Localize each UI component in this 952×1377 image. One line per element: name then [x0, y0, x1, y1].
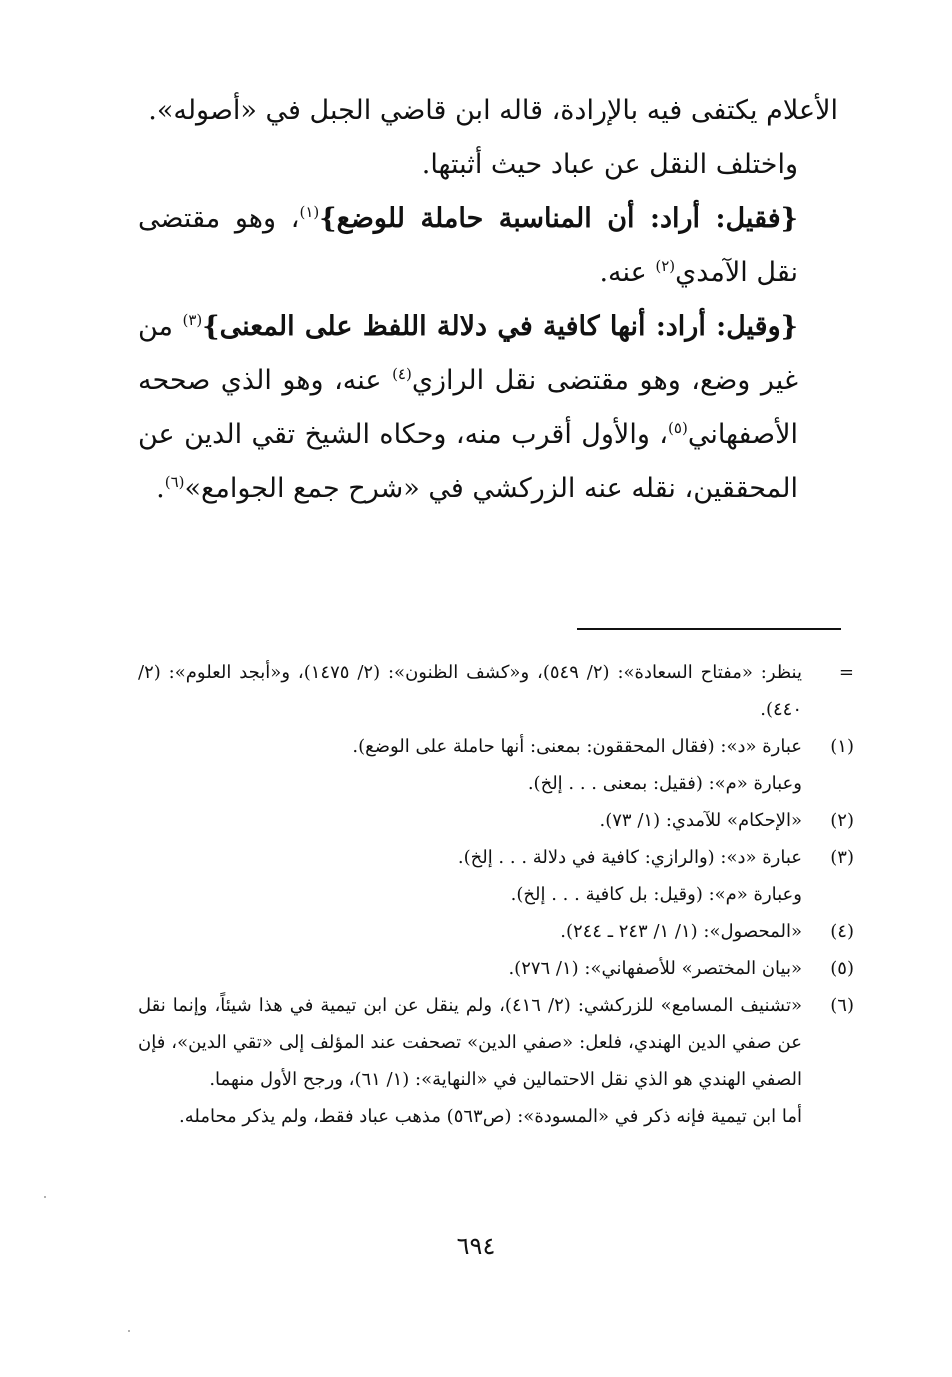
- paragraph-text: ، والأول أقرب منه، وحكاه الشيخ تقي الدين عن المحققين، نقله عنه الزركشي في «شرح جمع الجوامع»: [138, 419, 798, 504]
- page-number: ٦٩٤: [456, 1232, 496, 1260]
- footnote-text: «بيان المختصر» للأصفهاني»: (١/ ٢٧٦).: [508, 958, 802, 979]
- footnote-ref-1: (١): [299, 203, 320, 221]
- footnote-text: ينظر: «مفتاح السعادة»: (٢/ ٥٤٩)، و«كشف الظنون»: (٢/ ١٤٧٥)، و«أبجد العلوم»: (٢/ ٤٤٠).: [138, 662, 802, 720]
- footnote-text: «المحصول»: (١/ ١/ ٢٤٣ ـ ٢٤٤).: [560, 921, 802, 942]
- text-line-1: الأعلام يكتفى فيه بالإرادة، قاله ابن قاضي الجبل في «أصوله».: [148, 95, 838, 126]
- scan-speck: [44, 1196, 46, 1198]
- footnote-continuation: أما ابن تيمية فإنه ذكر في «المسودة»: (ص٥٦٣) مذهب عباد فقط، ولم يذكر محامله.: [178, 1106, 802, 1127]
- paragraph-waqil: [138, 300, 838, 516]
- footnote-ref-5: (٥): [668, 419, 688, 437]
- footnote-text: «الإحكام» للآمدي: (١/ ٧٣).: [599, 810, 802, 831]
- footnote-ref-4: (٤): [392, 365, 412, 383]
- footnote-4: [138, 913, 854, 950]
- footnote-continuation: وعبارة «م»: (وقيل: بل كافية . . . إلخ).: [510, 884, 802, 905]
- footnote-ref-2: (٢): [655, 257, 676, 275]
- text-line-2: واختلف النقل عن عباد حيث أثبتها.: [421, 149, 798, 180]
- footnote-number: (٤): [830, 921, 854, 942]
- footnote-1: [138, 728, 854, 802]
- paragraph-text: ، وهو مقتضى نقل الآمدي: [138, 203, 798, 288]
- footnote-number: (٢): [830, 810, 854, 831]
- paragraph-text: من غير وضع، وهو مقتضى نقل الرازي: [138, 311, 798, 396]
- footnote-continuation: وعبارة «م»: (فقيل: بمعنى . . . إلخ).: [527, 773, 802, 794]
- footnote-continued: [138, 654, 854, 728]
- footnote-5: [138, 950, 854, 987]
- footnotes: [138, 654, 854, 1135]
- footnote-6: [138, 987, 854, 1135]
- footnote-2: [138, 802, 854, 839]
- paragraph-faqil: [138, 192, 838, 300]
- footnote-text: عبارة «د»: (فقال المحققون: بمعنى: أنها حاملة على الوضع).: [352, 736, 802, 757]
- footnote-number: (٣): [830, 847, 854, 868]
- main-text: [138, 84, 838, 516]
- footnote-number: (٥): [830, 958, 854, 979]
- footnote-text: «تشنيف المسامع» للزركشي: (٢/ ٤١٦)، ولم ينقل عن ابن تيمية في هذا شيئاً، وإنما نقل عن صفي الدين الهندي، فلعل: «صفي الدين» تصحفت عند المؤلف إلى «تقي الدين»، فإن الصفي الهندي هو الذي نقل الاحتمالين في «النهاية»: (١/ ٦١)، ورجح الأول منهما.: [138, 995, 802, 1090]
- footnote-3: [138, 839, 854, 913]
- bold-quote: {وقيل: أراد: أنها كافية في دلالة اللفظ على المعنى}: [202, 311, 798, 342]
- paragraph-text: .: [156, 473, 165, 504]
- footnote-ref-6: (٦): [164, 473, 185, 491]
- footnote-ref-3: (٣): [182, 311, 203, 329]
- paragraph-text: عنه.: [599, 257, 656, 288]
- bold-quote: {فقيل: أراد: أن المناسبة حاملة للوضع}: [319, 203, 798, 234]
- footnote-number: (٦): [830, 995, 854, 1016]
- footnote-number: =: [838, 662, 854, 683]
- footnote-number: (١): [830, 736, 854, 757]
- scan-speck: [128, 1330, 130, 1332]
- paragraph-text: عنه، وهو الذي صححه الأصفهاني: [138, 365, 798, 450]
- footnote-separator: [577, 628, 841, 630]
- footnote-text: عبارة «د»: (والرازي: كافية في دلالة . . . إلخ).: [457, 847, 802, 868]
